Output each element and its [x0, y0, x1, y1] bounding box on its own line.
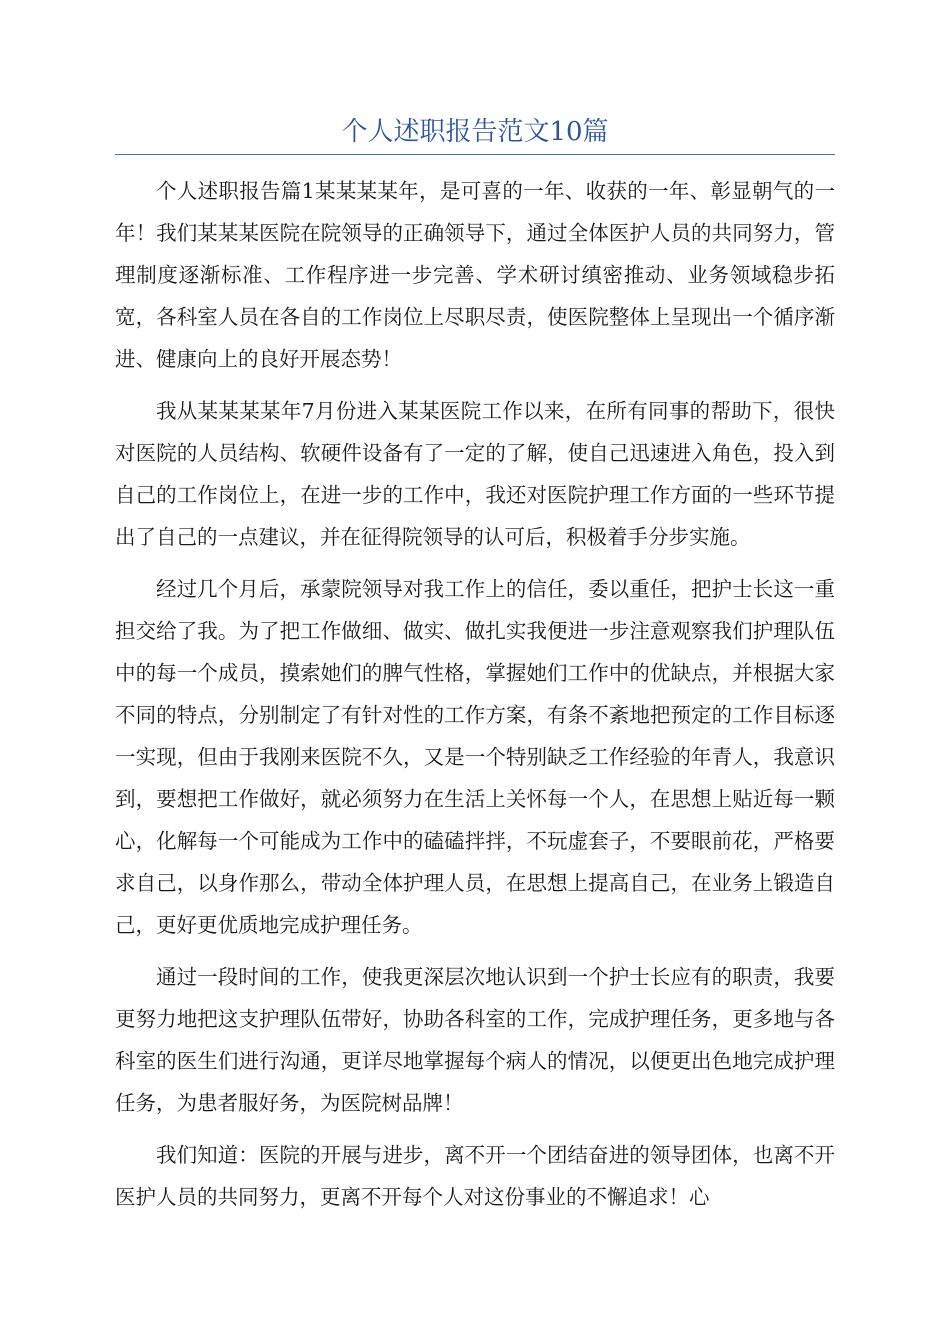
title-underline [115, 154, 835, 155]
paragraph-1: 个人述职报告篇1某某某某年，是可喜的一年、收获的一年、彰显朝气的一年！我们某某某医院在院领导的正确领导下，通过全体医护人员的共同努力，管理制度逐渐标准、工作程序进一步完善、学术研讨缜密推动、业务领域稳步拓宽，各科室人员在各自的工作岗位上尽职尽责，使医院整体上呈现出一个循序渐进、健康向上的良好开展态势！ [115, 179, 835, 371]
document-title: 个人述职报告范文10篇 [341, 117, 609, 147]
paragraph-5: 我们知道：医院的开展与进步，离不开一个团结奋进的领导团体，也离不开医护人员的共同努力，更离不开每个人对这份事业的不懈追求！心 [115, 1143, 835, 1209]
paragraph-3: 经过几个月后，承蒙院领导对我工作上的信任，委以重任，把护士长这一重担交给了我。为了把工作做细、做实、做扎实我便进一步注意观察我们护理队伍中的每一个成员，摸索她们的脾气性格，掌握她们工作中的优缺点，并根据大家不同的特点，分别制定了有针对性的工作方案，有条不紊地把预定的工作目标逐一实现，但由于我刚来医院不久，又是一个特别缺乏工作经验的年青人，我意识到，要想把工作做好，就必须努力在生活上关怀每一个人，在思想上贴近每一颗心，化解每一个可能成为工作中的磕磕拌拌，不玩虚套子，不要眼前花，严格要求自己，以身作那么，带动全体护理人员，在思想上提高自己，在业务上锻造自己，更好更优质地完成护理任务。 [115, 577, 835, 937]
paragraph-4: 通过一段时间的工作，使我更深层次地认识到一个护士长应有的职责，我要更努力地把这支护理队伍带好，协助各科室的工作，完成护理任务，更多地与各科室的医生们进行沟通，更详尽地掌握每个病人的情况，以便更出色地完成护理任务，为患者服好务，为医院树品牌！ [115, 965, 835, 1115]
document-body [115, 170, 835, 1228]
paragraph-2: 我从某某某某年7月份进入某某医院工作以来，在所有同事的帮助下，很快对医院的人员结构、软硬件设备有了一定的了解，使自己迅速进入角色，投入到自己的工作岗位上，在进一步的工作中，我还对医院护理工作方面的一些环节提出了自己的一点建议，并在征得院领导的认可后，积极着手分步实施。 [115, 399, 835, 549]
